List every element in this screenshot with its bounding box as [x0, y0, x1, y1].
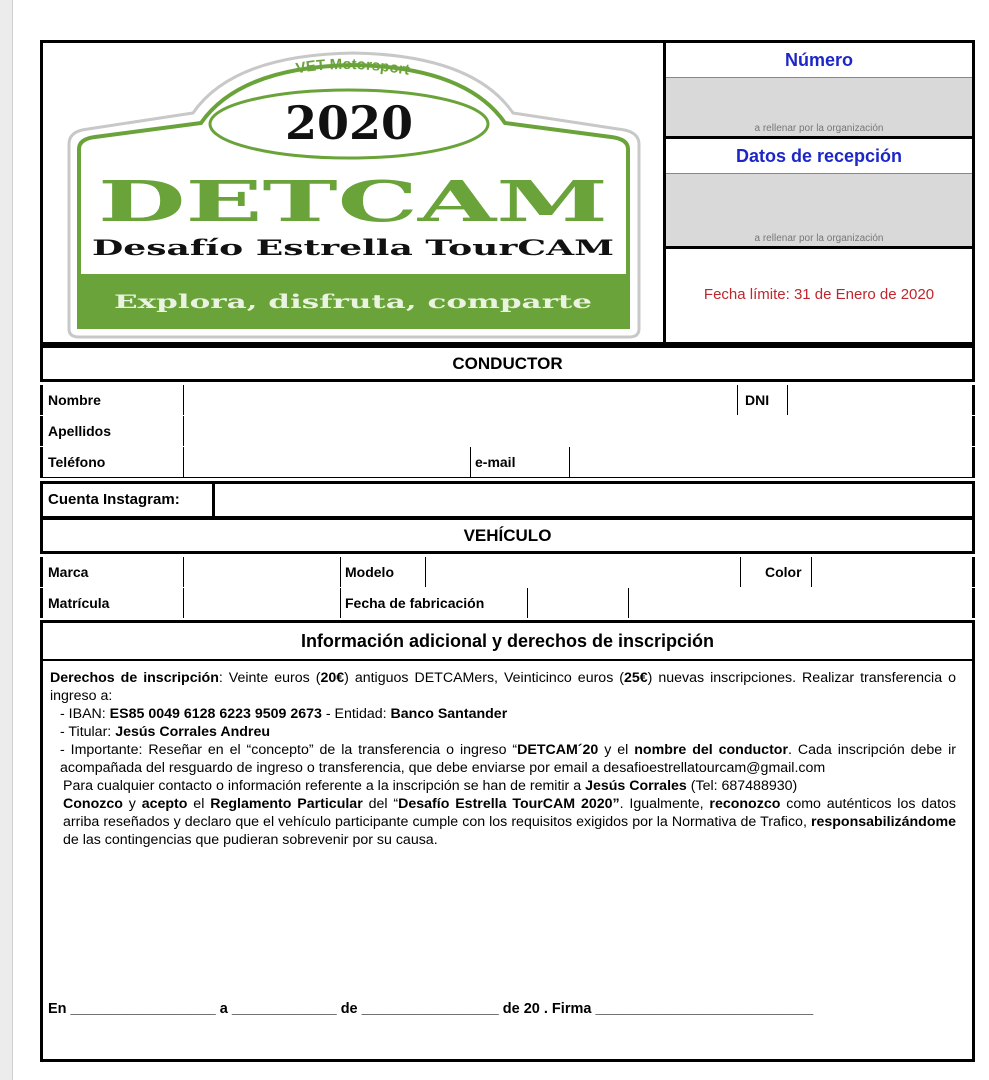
logo-top-text: VET Motorsport: [294, 55, 411, 79]
organization-cell: [666, 43, 972, 342]
telefono-field[interactable]: [184, 447, 469, 477]
important-paragraph: - Importante: Reseñar en el “concepto” de la transferencia o ingreso “DETCAM´20 y el nombre del conductor. Cada inscripción debe ir acompañada del resguardo de ingreso o transferencia, que debe enviarse por email a desafioestrellatourcam@gmail.com: [60, 742, 957, 776]
dni-field[interactable]: [788, 385, 971, 415]
telefono-label: Teléfono: [48, 454, 106, 470]
logo-year: 2020: [284, 96, 414, 150]
color-field[interactable]: [812, 557, 970, 587]
numero-label: Número: [666, 43, 972, 78]
registration-form: [40, 40, 975, 1060]
info-section: [40, 620, 975, 1062]
marca-label: Marca: [48, 564, 89, 580]
page-edge: [0, 0, 13, 1080]
dni-label: DNI: [745, 392, 770, 408]
matricula-label: Matrícula: [48, 595, 110, 611]
row-telefono: [40, 447, 975, 477]
form-header: [40, 40, 975, 345]
titular-line: - Titular: Jesús Corrales Andreu: [60, 724, 270, 740]
vehiculo-title: VEHÍCULO: [40, 517, 975, 554]
info-title: Información adicional y derechos de inscripción: [43, 623, 972, 661]
matricula-field[interactable]: [184, 588, 339, 618]
row-nombre: [40, 385, 975, 415]
nombre-field[interactable]: [184, 385, 736, 415]
email-label: e-mail: [475, 454, 516, 470]
logo-subtitle: Desafío Estrella TourCAM: [92, 235, 614, 260]
color-label: Color: [765, 564, 802, 580]
fecha-fabricacion-label: Fecha de fabricación: [345, 595, 485, 611]
logo-cell: [43, 43, 666, 342]
row-instagram: [40, 481, 975, 519]
contact-line: Para cualquier contacto o información referente a la inscripción se han de remitir a Jesús Corrales (Tel: 687488930): [63, 778, 798, 794]
deadline-text: Fecha límite: 31 de Enero de 2020: [703, 286, 935, 303]
row-matricula: [40, 588, 975, 618]
instagram-field[interactable]: [216, 484, 971, 516]
detcam-logo: [43, 43, 663, 342]
apellidos-label: Apellidos: [48, 423, 112, 439]
iban-line: - IBAN: ES85 0049 6128 6223 9509 2673 - Entidad: Banco Santander: [60, 706, 508, 722]
modelo-label: Modelo: [345, 564, 394, 580]
modelo-field[interactable]: [426, 557, 739, 587]
apellidos-field[interactable]: [184, 416, 964, 446]
acceptance-paragraph: Conozco y acepto el Reglamento Particular del “Desafío Estrella TourCAM 2020”. Igualmente, reconozco como auténticos los datos arriba reseñados y declaro que el vehículo participante cumple con los requisitos exigidos por la Normativa de Trafico, responsabilizándome de las contingencias que pudieran sobrevenir por su causa.: [63, 796, 957, 848]
recepcion-hint: a rellenar por la organización: [754, 233, 884, 244]
numero-hint: a rellenar por la organización: [754, 123, 884, 134]
conductor-title: CONDUCTOR: [40, 345, 975, 382]
fees-paragraph: Derechos de inscripción: Veinte euros (20€) antiguos DETCAMers, Veinticinco euros (25€) nuevas inscripciones. Realizar transferencia o ingreso a:: [50, 670, 956, 704]
nombre-label: Nombre: [48, 392, 101, 408]
fecha-fabricacion-field[interactable]: [528, 588, 628, 618]
instagram-label: Cuenta Instagram:: [48, 491, 180, 508]
recepcion-label: Datos de recepción: [666, 139, 972, 174]
signature-line[interactable]: En __________________ a _____________ de _________________ de 20 . Firma ___________________________: [48, 1001, 814, 1017]
row-apellidos: [40, 416, 975, 446]
logo-slogan: Explora, disfruta, comparte: [114, 291, 592, 313]
recepcion-field[interactable]: [666, 174, 972, 249]
row-marca: [40, 557, 975, 587]
marca-field[interactable]: [184, 557, 339, 587]
email-field[interactable]: [570, 447, 970, 477]
info-text: [43, 661, 972, 849]
logo-name: DETCAM: [98, 169, 608, 235]
numero-field[interactable]: [666, 78, 972, 139]
